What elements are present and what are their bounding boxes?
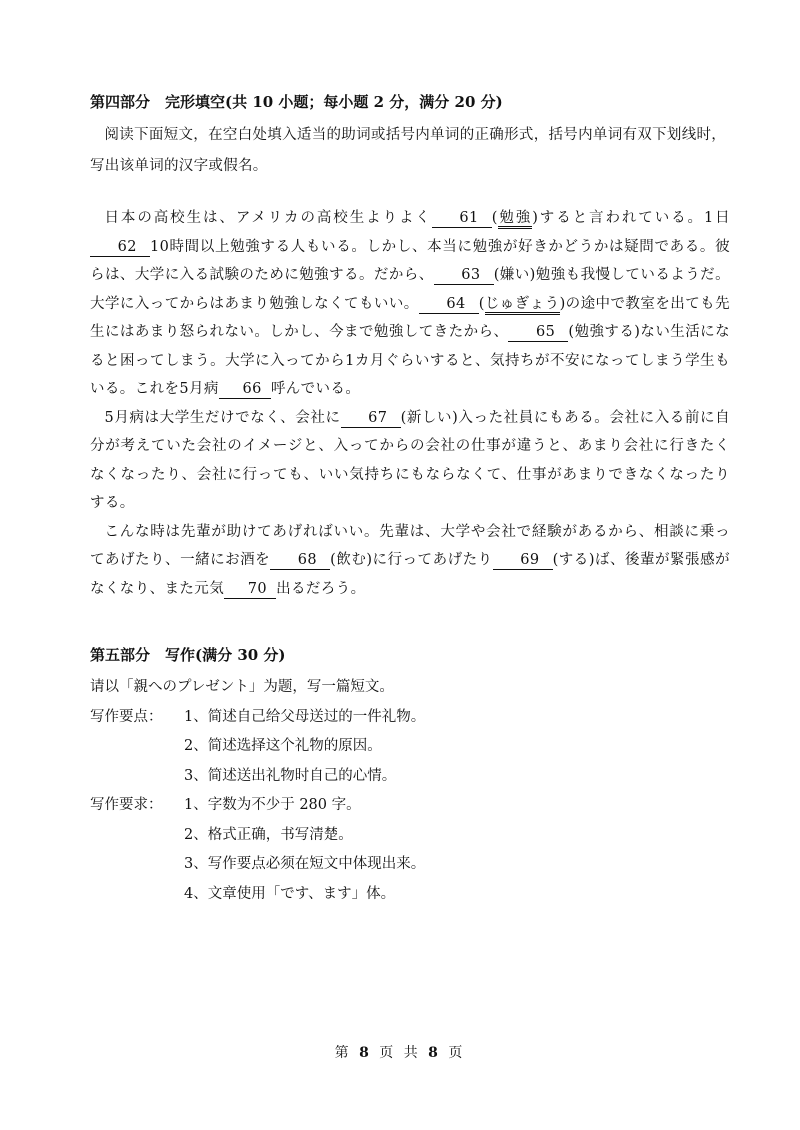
text: 出るだろう。 xyxy=(276,580,366,597)
text: ( xyxy=(491,210,498,226)
double-underlined-word: 勉強 xyxy=(498,210,532,229)
blank-68: 68 xyxy=(270,552,330,570)
text: )の途中で教室を出ても先生にはあまり怒られない。しかし、今まで勉強してきたから、 xyxy=(90,295,730,340)
blank-61: 61 xyxy=(432,210,492,228)
text: ( xyxy=(478,295,485,312)
text: (飲む)に行ってあげたり xyxy=(330,552,493,568)
text: (する)ば、後輩が緊張感がなくなり、また元気 xyxy=(90,552,730,597)
passage-paragraph-3 xyxy=(90,518,730,604)
points-label: 写作要点： xyxy=(90,708,163,725)
requirement-item: 4、文章使用「です、ます」体。 xyxy=(184,885,396,902)
current-page: 8 xyxy=(359,1045,372,1061)
text: 10時間以上勉強する人もいる。しかし、本当に勉強が好きかどうかは疑問である。彼らは、大学に入る試験のために勉強する。だから、 xyxy=(90,238,730,283)
requirement-item: 3、写作要点必须在短文中体现出来。 xyxy=(184,856,426,872)
text: こんな時は先輩が助けてあげればいい。先輩は、大学や会社で経験があるから、相談に乗ってあげたり、一緒にお酒を xyxy=(90,523,730,568)
blank-66: 66 xyxy=(219,381,271,399)
requirements-label: 写作要求： xyxy=(90,797,163,813)
point-item: 2、简述选择这个礼物的原因。 xyxy=(184,738,382,754)
requirement-item: 2、格式正确，书写清楚。 xyxy=(184,826,353,843)
passage-paragraph-2 xyxy=(90,404,730,518)
point-item: 3、简述送出礼物时自己的心情。 xyxy=(184,767,397,784)
blank-64: 64 xyxy=(419,296,479,314)
text: (嫌い)勉強も我慢しているようだ。大学に入ってからはあまり勉強しなくてもいい。 xyxy=(90,267,730,312)
exam-page xyxy=(90,92,730,909)
text: 呼んでいる。 xyxy=(270,381,361,397)
writing-task: 请以「親へのプレゼント」为题，写一篇短文。 xyxy=(90,679,394,695)
page-footer xyxy=(0,1042,800,1062)
footer-text: 页 共 xyxy=(379,1045,421,1061)
section5 xyxy=(90,645,730,909)
blank-63: 63 xyxy=(434,267,494,285)
footer-text: 第 xyxy=(334,1045,352,1061)
text: )すると言われている。1日 xyxy=(532,210,730,226)
text: (新しい)入った社員にもある。会社に入る前に自分が考えていた会社のイメージと、入ってからの会社の仕事が違うと、あまり会社に行きたくなくなったり、会社に行っても、いい気持ちにもならなくて、仕事があまりできなくなったりする。 xyxy=(90,409,730,511)
text: 日本の高校生は、アメリカの高校生よりよく xyxy=(104,210,432,226)
blank-65: 65 xyxy=(508,324,568,342)
blank-62: 62 xyxy=(90,239,150,257)
point-item: 1、简述自己给父母送过的一件礼物。 xyxy=(184,708,426,725)
double-underlined-word: じゅぎょう xyxy=(485,296,560,315)
blank-70: 70 xyxy=(224,581,276,599)
blank-67: 67 xyxy=(341,410,401,428)
writing-requirements xyxy=(90,791,730,909)
text: (勉強する)ない生活になると困ってしまう。大学に入ってから1カ月ぐらいすると、気持ちが不安になってしまう学生もいる。これを5月病 xyxy=(90,324,730,397)
total-pages: 8 xyxy=(428,1045,441,1061)
writing-points xyxy=(90,703,730,792)
section4-instructions: 阅读下面短文，在空白处填入适当的助词或括号内单词的正确形式，括号内单词有双下划线时，写出该单词的汉字或假名。 xyxy=(90,127,727,174)
requirement-item: 1、字数为不少于 280 字。 xyxy=(184,797,361,813)
section5-title: 第五部分 写作(满分 30 分) xyxy=(90,646,286,664)
passage-paragraph-1 xyxy=(90,204,730,404)
footer-text: 页 xyxy=(448,1045,466,1061)
blank-69: 69 xyxy=(493,552,553,570)
section4-title: 第四部分 完形填空(共 10 小题；每小题 2 分，满分 20 分) xyxy=(90,93,503,111)
text: 5月病は大学生だけでなく、会社に xyxy=(104,409,341,426)
